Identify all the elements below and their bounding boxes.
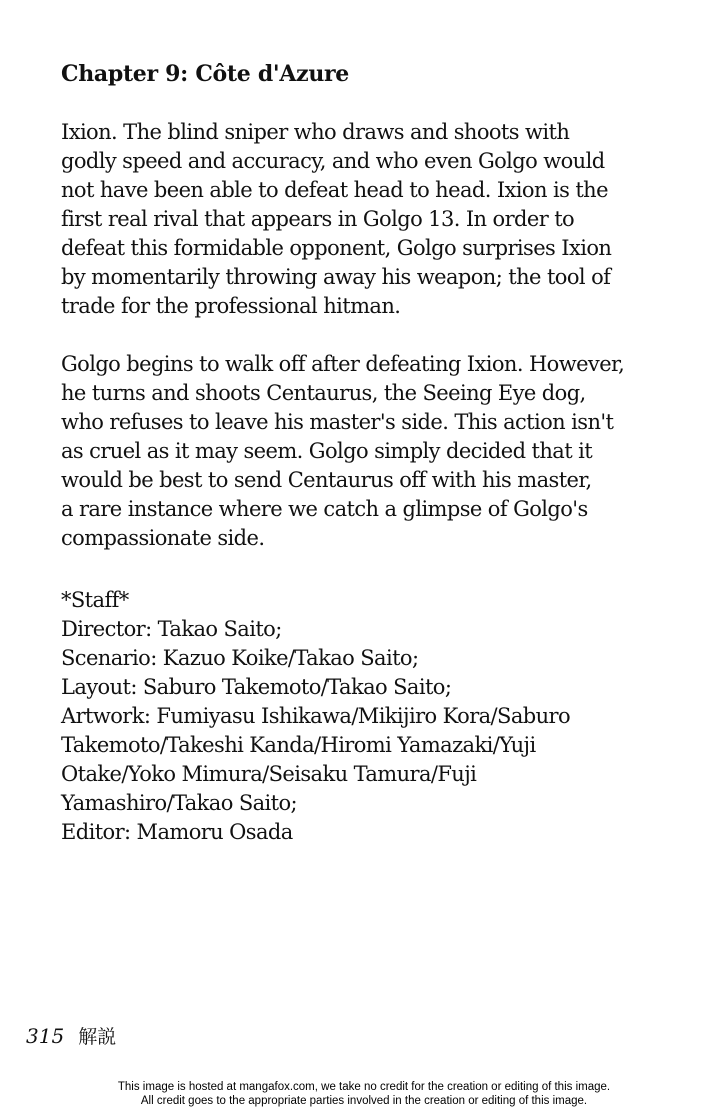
staff-credits (61, 586, 701, 847)
text-line: trade for the professional hitman. (61, 294, 401, 318)
staff-line: Otake/Yoko Mimura/Seisaku Tamura/Fuji (61, 762, 477, 786)
staff-line: Takemoto/Takeshi Kanda/Hiromi Yamazaki/Yuji (61, 733, 536, 757)
text-line: not have been able to defeat head to head. Ixion is the (61, 178, 608, 202)
text-line: who refuses to leave his master's side. This action isn't (61, 410, 614, 434)
staff-line: Artwork: Fumiyasu Ishikawa/Mikijiro Kora/Saburo (61, 704, 570, 728)
text-line: Ixion. The blind sniper who draws and shoots with (61, 120, 570, 144)
section-label: 解説 (78, 1026, 117, 1048)
staff-heading: *Staff* (61, 588, 129, 612)
staff-line: Layout: Saburo Takemoto/Takao Saito; (61, 675, 452, 699)
staff-line: Scenario: Kazuo Koike/Takao Saito; (61, 646, 419, 670)
text-line: he turns and shoots Centaurus, the Seeing Eye dog, (61, 381, 586, 405)
page-number: 315 (26, 1024, 65, 1048)
chapter-title: Chapter 9: Côte d'Azure (61, 61, 350, 87)
page-footer (26, 1022, 116, 1051)
text-line: first real rival that appears in Golgo 13. In order to (61, 207, 575, 231)
text-line: Golgo begins to walk off after defeating Ixion. However, (61, 352, 625, 376)
text-line: would be best to send Centaurus off with his master, (61, 468, 592, 492)
host-notice (0, 1080, 728, 1108)
text-line: as cruel as it may seem. Golgo simply decided that it (61, 439, 593, 463)
paragraph (61, 350, 701, 553)
paragraph (61, 118, 701, 321)
commentary-body (61, 118, 701, 582)
text-line: compassionate side. (61, 526, 265, 550)
host-notice-line: All credit goes to the appropriate parties involved in the creation or editing of this image. (140, 1095, 588, 1107)
staff-line: Yamashiro/Takao Saito; (61, 791, 298, 815)
staff-line: Editor: Mamoru Osada (61, 820, 293, 844)
text-line: by momentarily throwing away his weapon; the tool of (61, 265, 611, 289)
text-line: godly speed and accuracy, and who even Golgo would (61, 149, 605, 173)
text-line: defeat this formidable opponent, Golgo surprises Ixion (61, 236, 612, 260)
text-line: a rare instance where we catch a glimpse of Golgo's (61, 497, 588, 521)
host-notice-line: This image is hosted at mangafox.com, we take no credit for the creation or editing of this image. (117, 1081, 611, 1093)
staff-line: Director: Takao Saito; (61, 617, 282, 641)
